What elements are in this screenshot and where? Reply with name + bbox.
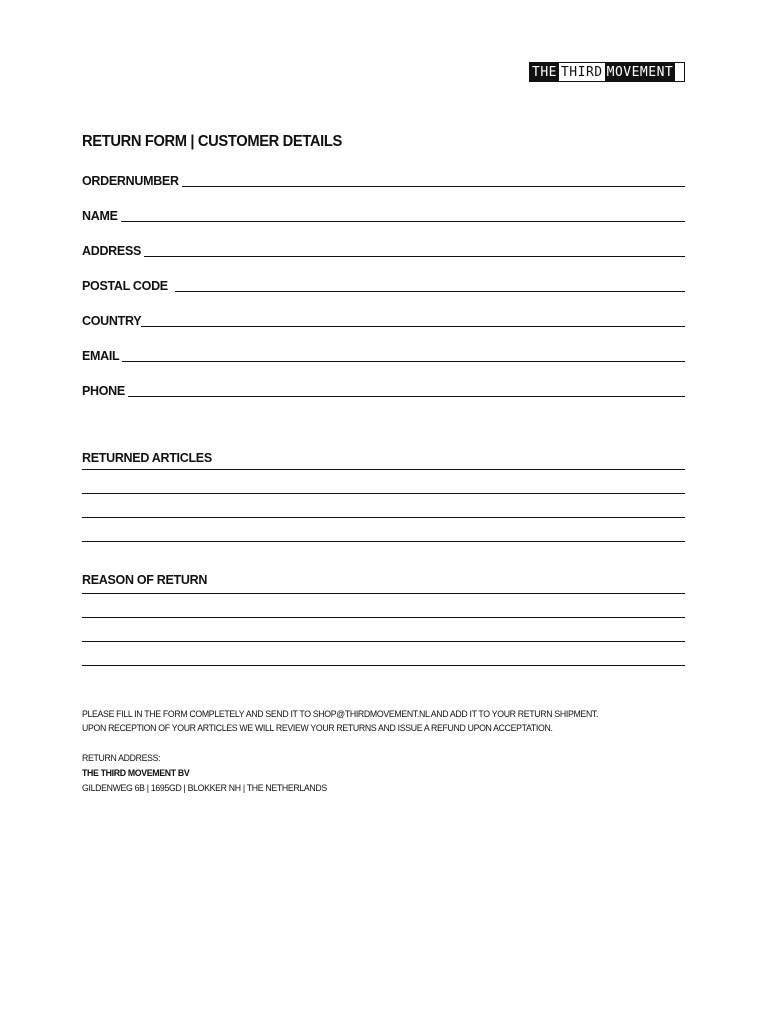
return-address-heading: RETURN ADDRESS:	[82, 753, 161, 764]
ordernumber-label: ORDERNUMBER	[82, 174, 179, 188]
reason-line-1[interactable]	[82, 593, 685, 594]
phone-input[interactable]	[128, 382, 685, 397]
returned-articles-line-4[interactable]	[82, 541, 685, 542]
address-input[interactable]	[144, 242, 685, 257]
return-address	[82, 751, 327, 796]
postal-code-field	[82, 275, 685, 293]
name-input[interactable]	[121, 207, 685, 222]
email-label: EMAIL	[82, 349, 120, 363]
country-field	[82, 310, 685, 328]
instructions-line-2: UPON RECEPTION OF YOUR ARTICLES WE WILL REVIEW YOUR RETURNS AND ISSUE A REFUND UPON ACCEPTATION.	[82, 723, 553, 734]
name-field	[82, 205, 685, 223]
instructions	[82, 708, 598, 736]
ordernumber-field	[82, 170, 685, 188]
instructions-line-1: PLEASE FILL IN THE FORM COMPLETELY AND SEND IT TO SHOP@THIRDMOVEMENT.NL AND ADD IT TO YOUR RETURN SHIPMENT.	[82, 709, 599, 720]
postal-code-label: POSTAL CODE	[82, 279, 168, 293]
return-address-company: THE THIRD MOVEMENT BV	[82, 768, 190, 779]
reason-line-2[interactable]	[82, 617, 685, 618]
country-label: COUNTRY	[82, 314, 142, 328]
country-input[interactable]	[141, 312, 685, 327]
returned-articles-line-3[interactable]	[82, 517, 685, 518]
returned-articles-label: RETURNED ARTICLES	[82, 451, 212, 465]
brand-logo	[529, 62, 685, 82]
phone-field	[82, 380, 685, 398]
returned-articles-line-2[interactable]	[82, 493, 685, 494]
logo-part-third: THIRD	[560, 64, 603, 80]
returned-articles-line-1[interactable]	[82, 469, 685, 470]
postal-code-input[interactable]	[175, 277, 685, 292]
page-title: RETURN FORM | CUSTOMER DETAILS	[82, 133, 342, 150]
reason-of-return-label: REASON OF RETURN	[82, 573, 208, 587]
logo-part-the: THE	[532, 64, 557, 80]
address-label: ADDRESS	[82, 244, 142, 258]
address-field	[82, 240, 685, 258]
email-field	[82, 345, 685, 363]
reason-line-3[interactable]	[82, 641, 685, 642]
ordernumber-input[interactable]	[182, 172, 685, 187]
return-address-street: GILDENWEG 6B | 1695GD | BLOKKER NH | THE NETHERLANDS	[82, 783, 327, 794]
phone-label: PHONE	[82, 384, 125, 398]
email-input[interactable]	[122, 347, 685, 362]
name-label: NAME	[82, 209, 118, 223]
reason-line-4[interactable]	[82, 665, 685, 666]
logo-part-movement: MOVEMENT	[606, 64, 674, 80]
